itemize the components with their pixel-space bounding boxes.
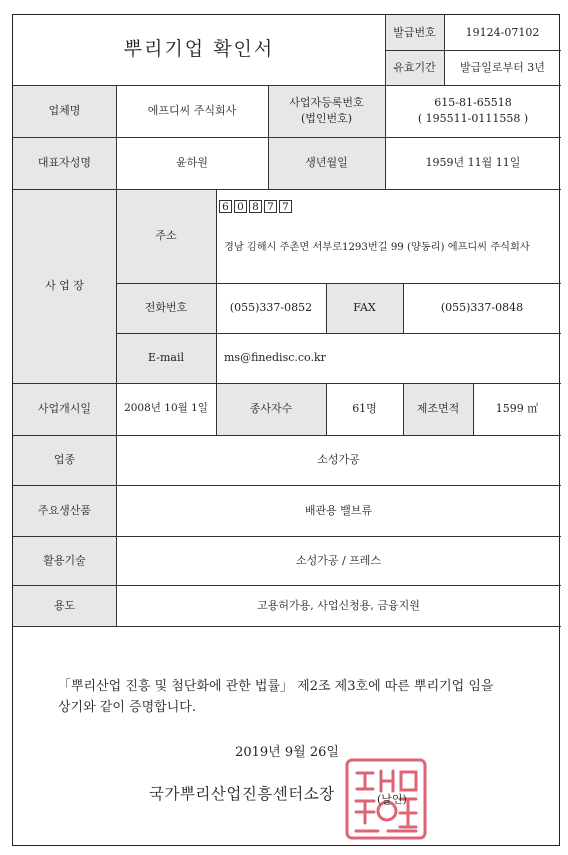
table-rule — [268, 85, 269, 189]
business-start-value: 2008년 10월 1일 — [124, 402, 208, 415]
table-rule — [13, 189, 561, 190]
table-rule — [216, 189, 217, 435]
phone-value: (055)337-0852 — [229, 301, 313, 315]
table-rule — [116, 333, 561, 334]
table-rule — [444, 15, 445, 85]
company-name-value: 에프디씨 주식회사 — [147, 104, 237, 118]
table-rule — [326, 283, 327, 333]
factory-area-label: 제조면적 — [403, 383, 473, 435]
business-start-label: 사업개시일 — [13, 383, 116, 435]
birthdate-label: 생년월일 — [268, 137, 385, 189]
postal-digit: 7 — [264, 200, 277, 213]
representative-label: 대표자성명 — [13, 137, 116, 189]
postal-code — [219, 200, 294, 213]
table-rule — [116, 283, 561, 284]
table-rule — [326, 383, 327, 435]
registration-label-line-2: (법인번호) — [300, 112, 353, 125]
company-name-label: 업체명 — [13, 85, 116, 137]
business-number: 615-81-65518 — [434, 96, 512, 110]
business-site-label: 사 업 장 — [13, 189, 116, 383]
registration-label-line-1: 사업자등록번호 — [289, 96, 364, 110]
corporate-number: ( 195511-0111558 ) — [417, 112, 529, 125]
table-rule — [13, 485, 561, 486]
registration-number-value — [385, 85, 561, 137]
issuer-name: 국가뿌리산업진흥센터소장 — [149, 785, 335, 803]
document-title: 뿌리기업 확인서 — [123, 38, 275, 61]
issue-number-label: 발급번호 — [385, 15, 444, 50]
technology-value: 소성가공 / 프레스 — [295, 553, 382, 567]
declaration-line-2: 상기와 같이 증명합니다. — [58, 700, 196, 715]
table-rule — [13, 626, 561, 627]
table-rule — [13, 585, 561, 586]
issue-date: 2019년 9월 26일 — [235, 745, 339, 760]
table-rule — [13, 383, 561, 384]
registration-number-label — [268, 85, 385, 137]
validity-value: 발급일로부터 3년 — [460, 60, 545, 74]
table-rule — [385, 50, 561, 51]
postal-digit: 0 — [234, 200, 247, 213]
birthdate-value: 1959년 11월 11일 — [425, 156, 521, 170]
postal-digit: 7 — [279, 200, 292, 213]
email-label: E-mail — [116, 333, 216, 383]
purpose-label: 용도 — [13, 585, 116, 626]
declaration-line-1: 「뿌리산업 진흥 및 첨단화에 관한 법률」 제2조 제3호에 따른 뿌리기업 임을 — [58, 679, 494, 694]
seal-note: (날인) — [377, 793, 407, 806]
representative-name: 윤하원 — [176, 156, 208, 170]
employees-value: 61명 — [352, 402, 377, 416]
postal-digit: 8 — [249, 200, 262, 213]
factory-area-value: 1599 ㎡ — [495, 402, 539, 416]
industry-value: 소성가공 — [317, 453, 360, 467]
main-products-value: 배관용 밸브류 — [304, 503, 373, 517]
table-rule — [385, 15, 386, 85]
table-rule — [13, 536, 561, 537]
table-rule — [403, 383, 404, 435]
purpose-value: 고용허가용, 사업신청용, 금융지원 — [257, 598, 420, 612]
table-rule — [403, 283, 404, 333]
table-rule — [13, 137, 561, 138]
table-rule — [473, 383, 474, 435]
main-products-label: 주요생산품 — [13, 485, 116, 536]
technology-label: 활용기술 — [13, 536, 116, 585]
industry-label: 업종 — [13, 435, 116, 485]
fax-label: FAX — [326, 283, 403, 333]
certificate-document — [12, 14, 560, 846]
address-label: 주소 — [116, 189, 216, 283]
postal-digit: 6 — [219, 200, 232, 213]
table-rule — [385, 85, 386, 189]
phone-label: 전화번호 — [116, 283, 216, 333]
table-rule — [13, 435, 561, 436]
address-value: 경남 김해시 주촌면 서부로1293번길 99 (양동리) 에프디씨 주식회사 — [224, 241, 530, 253]
email-value: ms@finedisc.co.kr — [224, 351, 326, 365]
issue-number-value: 19124-07102 — [465, 25, 540, 39]
employees-label: 종사자수 — [216, 383, 326, 435]
table-rule — [13, 85, 561, 86]
fax-value: (055)337-0848 — [440, 301, 524, 315]
validity-label: 유효기간 — [385, 50, 444, 85]
table-rule — [116, 85, 117, 626]
